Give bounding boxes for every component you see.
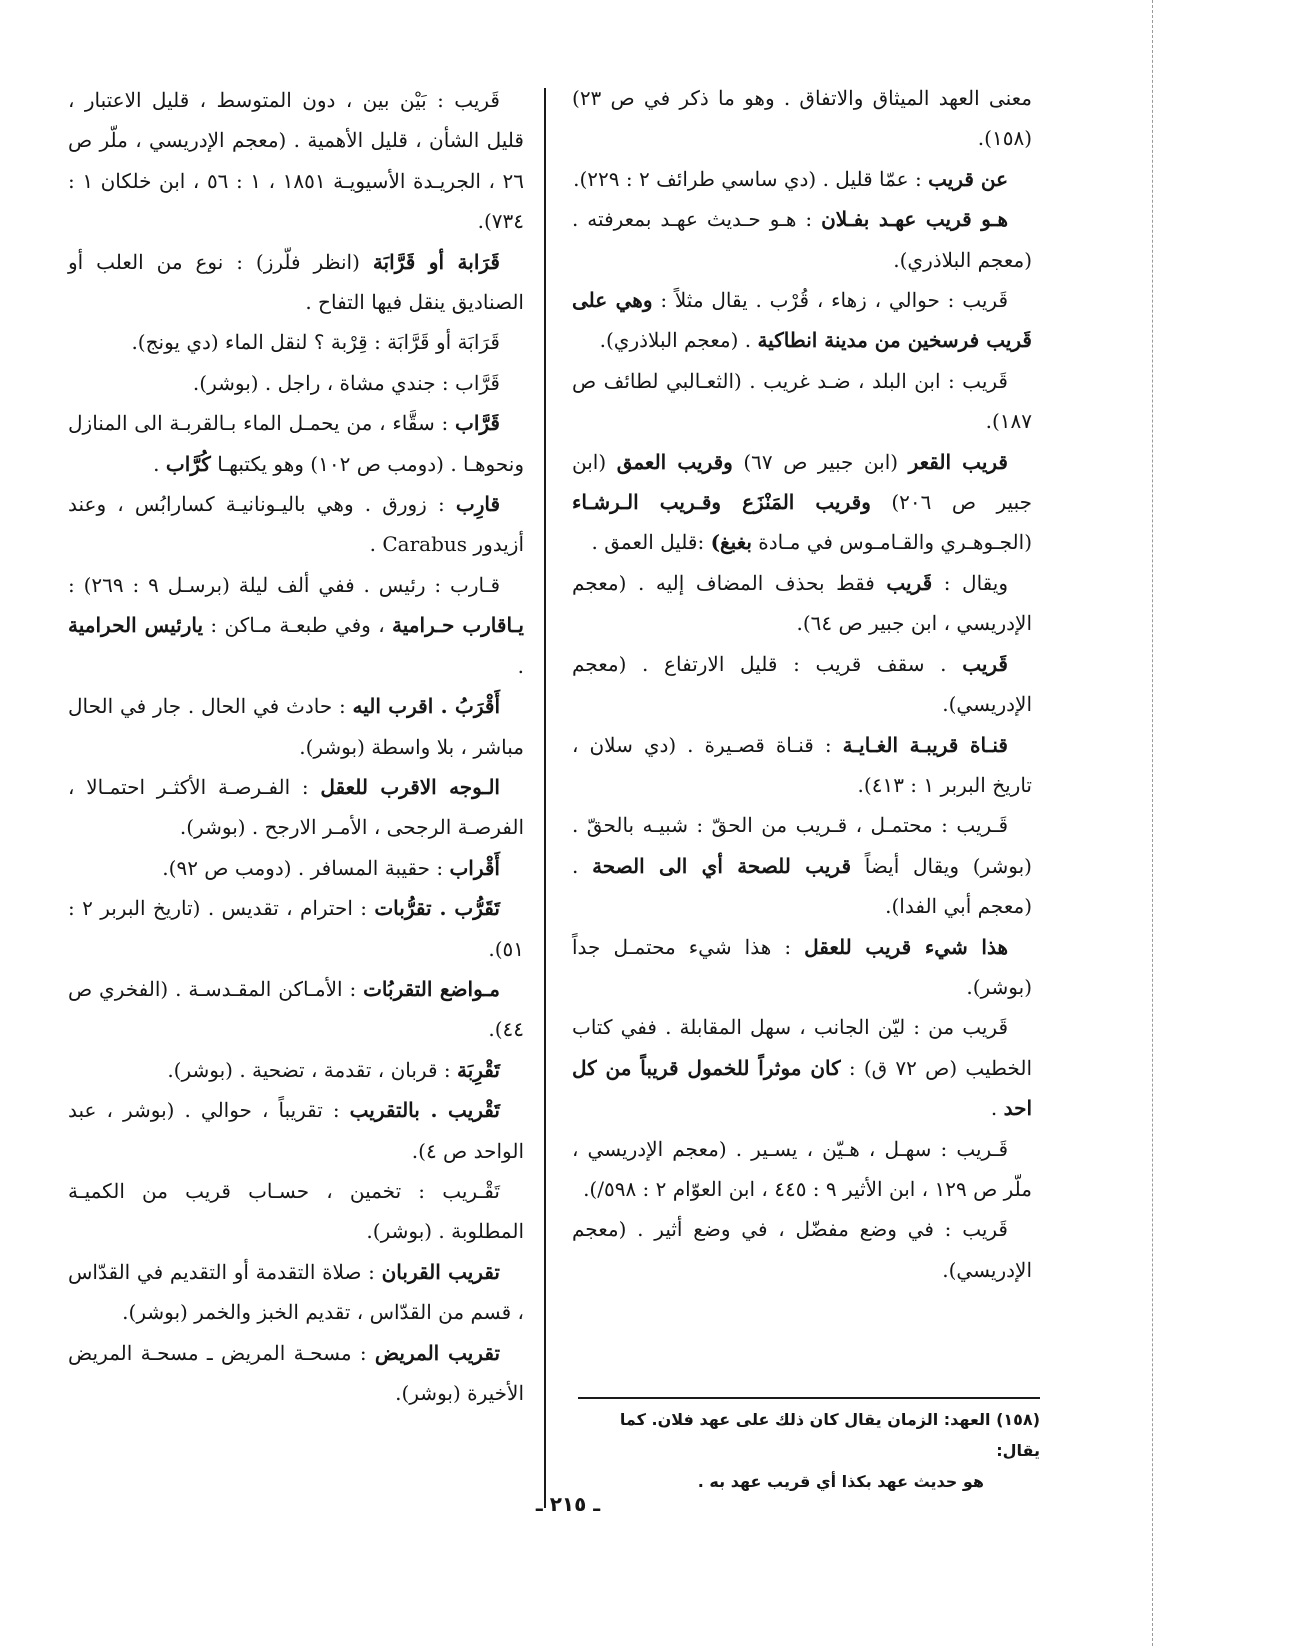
entry-headword: قَرَّاب — [455, 411, 500, 436]
entry-definition: : هذا شيء محتمـل جداً (بوشر). — [572, 934, 1032, 999]
entry-definition: : حقيبة المسافر . (دومب ص ٩٢). — [162, 855, 450, 880]
entry-headword: قنـاة قريبـة الغـايـة — [842, 732, 1008, 757]
entry-headword: الـوجه الاقرب للعقل — [320, 774, 500, 799]
entry-headword: تقريب القربان — [381, 1259, 500, 1284]
entry-headword: قريب للصحة أي الى الصحة — [592, 853, 852, 878]
entry-headword: تَقْريب . بالتقريب — [349, 1098, 500, 1123]
dictionary-entry — [572, 78, 1032, 159]
entry-definition: . — [990, 1096, 1004, 1121]
dictionary-entry — [68, 848, 524, 888]
dictionary-entry — [68, 363, 524, 403]
footnote-line-2: هو حديث عهد بكذا أي قريب عهد به . — [697, 1472, 984, 1491]
dictionary-entry — [68, 969, 524, 1050]
entry-definition: قَريب : بَيْن بين ، دون المتوسط ، قليل الاعتبار ، قليل الشأن ، قليل الأهمية . (معجم الإدريسي ، ملّر ص ٢٦ ، الجريـدة الأسيويـة ١٨٥١ ، ١ : ٥٦ ، ابن خلكان ١ : ٧٣٤). — [68, 88, 525, 234]
entry-definition: ويقال : — [932, 570, 1009, 595]
dictionary-entry — [68, 565, 524, 686]
dictionary-entry — [68, 767, 524, 848]
dictionary-entry — [572, 199, 1032, 280]
dictionary-entry — [572, 1007, 1032, 1128]
footnote — [572, 1404, 1040, 1497]
entry-headword: عن قريب — [928, 166, 1008, 191]
dictionary-entry — [68, 322, 524, 362]
entry-headword: قارِب — [455, 492, 500, 517]
dictionary-entry — [572, 361, 1032, 442]
dictionary-entry — [572, 644, 1032, 725]
dictionary-entry — [68, 242, 524, 323]
entry-headword: قريب القعر — [908, 449, 1008, 474]
entry-definition: . — [517, 653, 524, 678]
entry-headword: هذا شيء قريب للعقل — [804, 934, 1009, 959]
entry-headword: قَرَابة أو قَرَّابَة — [372, 249, 500, 274]
dictionary-entry — [572, 927, 1032, 1008]
dictionary-entry — [68, 1252, 524, 1333]
entry-headword: يارئيس الحرامية — [68, 613, 204, 638]
entry-headword: مـواضع التقربُات — [363, 976, 500, 1001]
dictionary-entry — [68, 888, 524, 969]
entry-definition: (ابن جبير ص ٦٧) — [732, 449, 909, 474]
entry-headword: وقريب العمق — [616, 449, 733, 474]
right-column — [572, 78, 1032, 1290]
page-number: ـ ٢١٥ ـ — [535, 1492, 601, 1516]
dictionary-entry — [572, 1129, 1032, 1210]
entry-headword: كان موثراً للخمول قريباً من كل احد — [572, 1055, 1032, 1121]
entry-definition: معنى العهد الميثاق والاتفاق . وهو ما ذكر في ص ٢٣)(١٥٨). — [572, 86, 1032, 151]
entry-definition: : عمّا قليل . (دي ساسي طرائف ٢ : ٢٢٩). — [573, 166, 929, 191]
dictionary-entry — [68, 403, 524, 484]
entry-headword: أَقْرَبُ . اقرب اليه — [352, 694, 500, 719]
entry-headword: قَريب — [962, 651, 1008, 676]
entry-definition: قَـريب : محتمـل ، قـريب من الحقّ : شبيـه بالحقّ . (بوشر) ويقال أيضاً — [572, 813, 1032, 878]
dictionary-entry — [572, 442, 1032, 563]
entry-definition: . سقف قريب : قليل الارتفاع . (معجم الإدريسي). — [572, 651, 1032, 717]
dictionary-entry — [68, 484, 524, 565]
entry-definition: قَريب من : ليّن الجانب ، سهل المقابلة . ففي كتاب الخطيب (ص ٧٢ ق) : — [572, 1015, 1032, 1080]
entry-definition: . (معجم أبي الفدا). — [572, 853, 1032, 919]
entry-definition: قَرَابَة أو قَرَّابَة : قِرْبة ؟ لنقل الماء (دي يونج). — [131, 330, 500, 355]
scan-edge-line — [1152, 0, 1154, 1646]
entry-headword: بغبغ) — [710, 530, 752, 555]
dictionary-entry — [68, 1333, 524, 1414]
entry-headword: أَقْراب — [449, 855, 500, 880]
entry-headword: قَريب — [886, 570, 933, 595]
dictionary-entry — [68, 1090, 524, 1171]
entry-definition: قَريب : ابن البلد ، ضـد غريب . (الثعـالبي لطائف ص ١٨٧). — [572, 368, 1032, 434]
entry-definition: : تقريباً ، حوالي . (بوشر ، عبد الواحد ص ٤). — [68, 1098, 524, 1163]
entry-headword: تَقَرُّب . تقرُّبات — [374, 896, 500, 921]
footnote-rule — [578, 1397, 1040, 1399]
entry-definition: (انظر فلّرز) : نوع من العلب أو الصناديق ينقل فيها التفاح . — [68, 249, 524, 315]
entry-definition: قَريب : حوالي ، زهاء ، قُرْب . يقال مثلاً : — [652, 288, 1009, 313]
left-column — [68, 80, 524, 1413]
entry-definition: : قنـاة قصـيرة . (دي سلان ، تاريخ البربر ١ : ٤١٣). — [572, 732, 1032, 797]
dictionary-entry — [68, 1050, 524, 1090]
column-divider — [544, 88, 546, 1508]
entry-definition: . — [153, 451, 166, 476]
dictionary-entry — [572, 563, 1032, 644]
entry-definition: : هـو حـديث عهـد بمعرفته . (معجم البلاذري). — [572, 207, 1032, 272]
entry-headword: تَقْرِبَة — [456, 1057, 500, 1082]
entry-headword: هـو قريب عهـد بفـلان — [821, 207, 1008, 232]
dictionary-entry — [68, 80, 524, 242]
entry-definition: (ابن جبير ص ٢٠٦) — [572, 449, 1032, 515]
entry-definition: : حادث في الحال . جار في الحال مباشر ، بلا واسطة (بوشر). — [68, 694, 524, 759]
entry-definition: قَـريب : سهـل ، هـيّن ، يسـير . (معجم الإدريسي ، ملّر ص ١٢٩ ، ابن الأثير ٩ : ٤٤٥ ، ابن العوّام ٢ : ٥٩٨/). — [572, 1136, 1032, 1201]
entry-definition: : زورق . وهي باليـونانيـة كسارابُس ، وعند أزيدور Carabus . — [68, 492, 524, 557]
entry-definition: : الفـرصـة الأكثـر احتمـالا ، الفرصـة الرجحى ، الأمـر الارجح . (بوشر). — [68, 774, 524, 840]
entry-headword: كُرَّاب — [165, 451, 211, 476]
entry-definition: قَرَّاب : جندي مشاة ، راجل . (بوشر). — [192, 370, 500, 395]
dictionary-entry — [68, 1171, 524, 1252]
entry-definition: تَقْـريب : تخمين ، حسـاب قريب من الكميـة المطلوبة . (بوشر). — [68, 1178, 524, 1244]
entry-headword: وهي على قَريب فرسخين من مدينة انطاكية — [572, 288, 1032, 353]
dictionary-entry — [572, 1209, 1032, 1290]
entry-definition: :قليل العمق . — [591, 530, 711, 555]
entry-definition: : سقَّاء ، من يحمـل الماء بـالقربـة الى المنازل ونحوهـا . (دومب ص ١٠٢) وهو يكتبهـا — [68, 411, 524, 476]
entry-definition: : قربان ، تقدمة ، تضحية . (بوشر). — [167, 1057, 457, 1082]
dictionary-entry — [572, 159, 1032, 199]
entry-definition: (الجـوهـري والقـامـوس في مـادة — [751, 530, 1032, 555]
entry-headword: تقريب المريض — [374, 1340, 501, 1365]
entry-definition: ، وفي طبعـة مـاكن : — [203, 613, 393, 638]
entry-definition: فقط بحذف المضاف إليه . (معجم الإدريسي ، ابن جبير ص ٦٤). — [572, 570, 1032, 636]
entry-definition: : صلاة التقدمة أو التقديم في القدّاس ، قسم من القدّاس ، تقديم الخبز والخمر (بوشر). — [68, 1259, 524, 1325]
dictionary-entry — [572, 280, 1032, 361]
entry-definition: : احترام ، تقديس . (تاريخ البربر ٢ : ٥١). — [68, 896, 524, 961]
entry-headword: يـاقارب حـرامية — [392, 613, 524, 638]
entry-definition: قَريب : في وضع مفضّل ، في وضع أثير . (معجم الإدريسي). — [572, 1217, 1032, 1282]
entry-definition: . (معجم البلاذري). — [599, 328, 758, 353]
entry-definition: قـارب : رئيس . ففي ألف ليلة (برسـل ٩ : ٢٦٩) : — [68, 572, 501, 597]
entry-headword: وقريب المَنْزَع وقـريب الـرشـاء — [572, 490, 871, 515]
entry-definition: : الأمـاكن المقـدسـة . (الفخري ص ٤٤). — [68, 976, 524, 1042]
entry-definition: : مسحـة المريض ـ مسحـة المريض الأخيرة (بوشر). — [68, 1340, 524, 1405]
dictionary-entry — [68, 686, 524, 767]
dictionary-entry — [572, 805, 1032, 926]
footnote-line-1: (١٥٨) العهد: الزمان يقال كان ذلك على عهد فلان. كما يقال: — [619, 1410, 1040, 1460]
dictionary-entry — [572, 725, 1032, 806]
